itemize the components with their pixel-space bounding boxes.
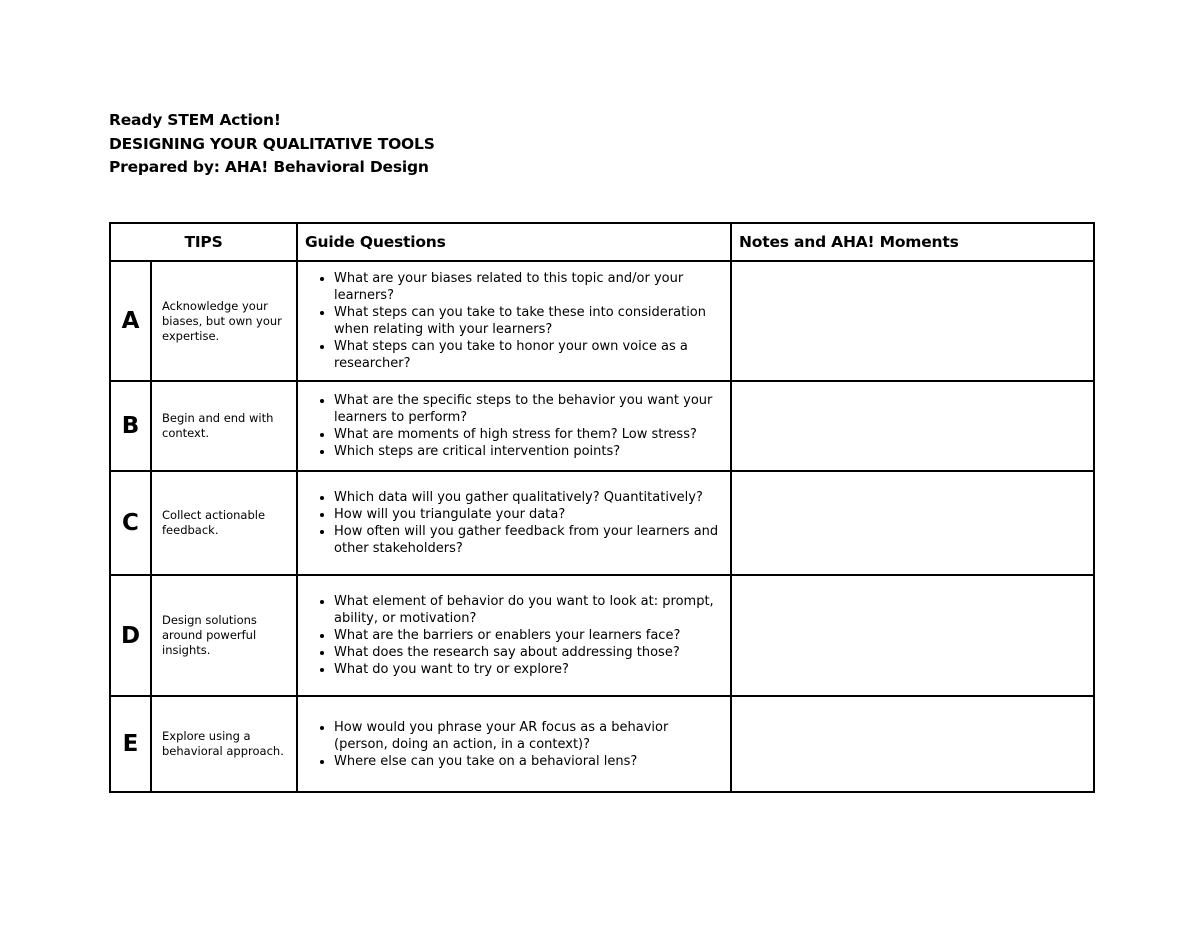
tip-letter: B <box>110 381 151 471</box>
tip-text: Begin and end with context. <box>151 381 297 471</box>
guide-questions-list <box>298 593 722 678</box>
guide-question: • How would you phrase your AR focus as a behavior (person, doing an action, in a context)? <box>334 719 722 753</box>
guide-question: • What element of behavior do you want to look at: prompt, ability, or motivation? <box>334 593 722 627</box>
guide-questions-cell <box>297 261 731 381</box>
guide-questions-list <box>298 270 722 372</box>
tip-text: Explore using a behavioral approach. <box>151 696 297 792</box>
guide-questions-cell <box>297 575 731 696</box>
table-body <box>110 261 1094 792</box>
guide-question: • Where else can you take on a behavioral lens? <box>334 753 722 770</box>
table-row <box>110 381 1094 471</box>
notes-column-header: Notes and AHA! Moments <box>731 223 1094 261</box>
guide-questions-cell <box>297 381 731 471</box>
tips-table <box>109 222 1095 793</box>
tip-text: Collect actionable feedback. <box>151 471 297 575</box>
guide-questions-list <box>298 719 722 770</box>
prepared-by: Prepared by: AHA! Behavioral Design <box>109 158 429 176</box>
guide-question: • Which data will you gather qualitatively? Quantitatively? <box>334 489 722 506</box>
guide-question: • What are the barriers or enablers your learners face? <box>334 627 722 644</box>
notes-cell[interactable] <box>731 261 1094 381</box>
guide-questions-cell <box>297 696 731 792</box>
tip-text: Acknowledge your biases, but own your expertise. <box>151 261 297 381</box>
table-header-row <box>110 223 1094 261</box>
document-title: DESIGNING YOUR QUALITATIVE TOOLS <box>109 134 435 153</box>
notes-cell[interactable] <box>731 471 1094 575</box>
tip-letter: D <box>110 575 151 696</box>
guide-question: • What steps can you take to take these into consideration when relating with your learners? <box>334 304 722 338</box>
table-row <box>110 575 1094 696</box>
tip-letter: A <box>110 261 151 381</box>
notes-cell[interactable] <box>731 575 1094 696</box>
document-header <box>109 109 435 180</box>
program-title: Ready STEM Action! <box>109 111 281 129</box>
guide-question: • What are moments of high stress for them? Low stress? <box>334 426 722 443</box>
tips-column-header: TIPS <box>110 223 297 261</box>
guide-question: • What do you want to try or explore? <box>334 661 722 678</box>
notes-cell[interactable] <box>731 696 1094 792</box>
table-row <box>110 696 1094 792</box>
table-row <box>110 471 1094 575</box>
guide-questions-list <box>298 392 722 460</box>
tip-letter: C <box>110 471 151 575</box>
guide-question: • Which steps are critical intervention points? <box>334 443 722 460</box>
guide-question: • How will you triangulate your data? <box>334 506 722 523</box>
guide-question: • What steps can you take to honor your own voice as a researcher? <box>334 338 722 372</box>
tip-letter: E <box>110 696 151 792</box>
table-row <box>110 261 1094 381</box>
notes-cell[interactable] <box>731 381 1094 471</box>
guide-questions-cell <box>297 471 731 575</box>
guide-questions-column-header: Guide Questions <box>297 223 731 261</box>
guide-question: • What does the research say about addressing those? <box>334 644 722 661</box>
guide-question: • What are your biases related to this topic and/or your learners? <box>334 270 722 304</box>
guide-question: • What are the specific steps to the behavior you want your learners to perform? <box>334 392 722 426</box>
guide-questions-list <box>298 489 722 557</box>
tip-text: Design solutions around powerful insights. <box>151 575 297 696</box>
guide-question: • How often will you gather feedback from your learners and other stakeholders? <box>334 523 722 557</box>
